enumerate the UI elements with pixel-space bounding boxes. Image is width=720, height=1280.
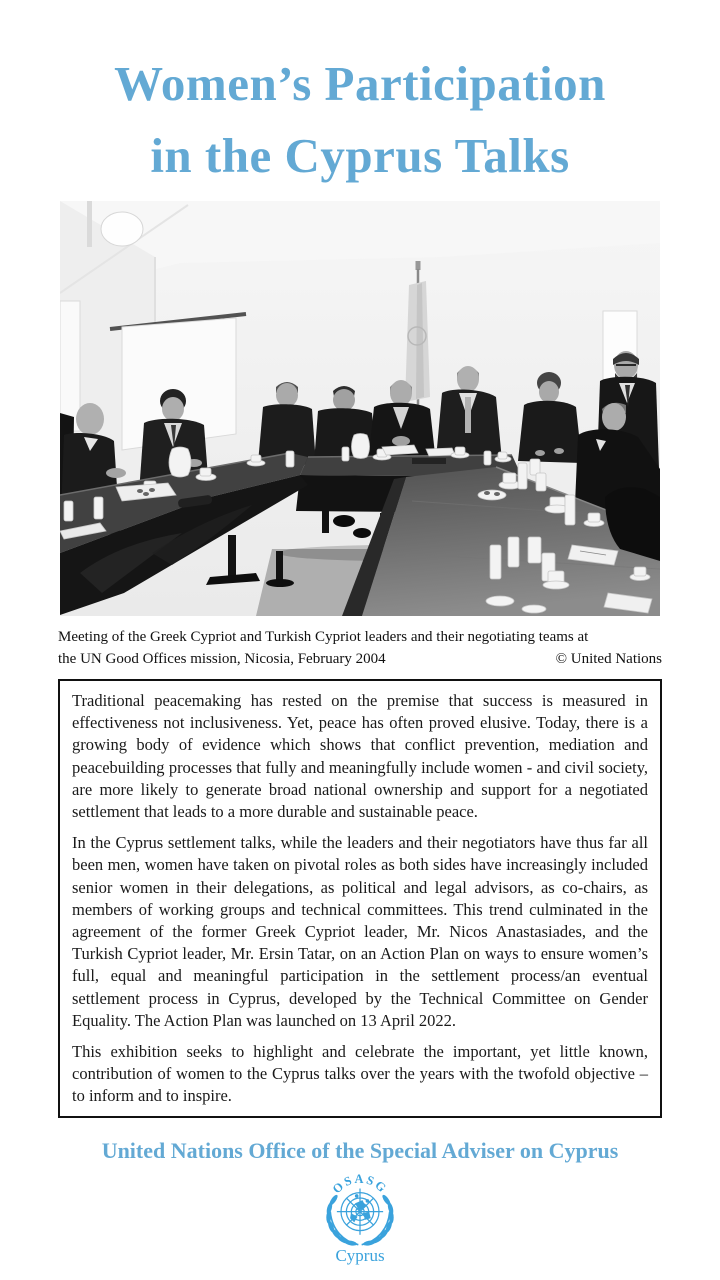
title-line-2: in the Cyprus Talks <box>150 128 570 183</box>
footer-heading: United Nations Office of the Special Adviser on Cyprus <box>101 1137 619 1163</box>
un-emblem-icon <box>317 1172 403 1248</box>
intro-text-box <box>58 679 662 1118</box>
caption-line-2: the UN Good Offices mission, Nicosia, February 2004 <box>58 651 386 667</box>
meeting-photo <box>60 201 660 616</box>
intro-paragraph-3: This exhibition seeks to highlight and celebrate the important, yet little known, contribution of women to the Cyprus talks over the years with the twofold objective – to inform and to inspire. <box>72 1042 648 1106</box>
photo-credit: © United Nations <box>555 651 662 667</box>
page-title <box>0 0 720 192</box>
title-line-1: Women’s Participation <box>114 56 606 111</box>
meeting-photo-image <box>60 201 660 616</box>
intro-paragraph-2: In the Cyprus settlement talks, while the leaders and their negotiators have thus far all been men, women have taken on pivotal roles as both sides have increasingly included senior women in their delegations, as political and legal advisors, as co-chairs, as members of working groups and technical committees. This trend culminated in the agreement of the former Greek Cypriot leader, Mr. Nicos Anastasiades, and the Turkish Cypriot leader, Mr. Ersin Tatar, on an Action Plan on ways to ensure women’s full, equal and meaningful participation in the settlement process/an eventual settlement process in Cyprus, developed by the Technical Committee on Gender Equality. The Action Plan was launched on 13 April 2022. <box>72 833 648 1030</box>
content-column <box>58 201 662 1118</box>
photo-caption <box>58 626 662 670</box>
logo-cyprus-text: Cyprus <box>335 1245 385 1265</box>
logo-osasg-text: OSASG <box>329 1171 391 1196</box>
osasg-logo <box>0 1172 720 1266</box>
intro-paragraph-1: Traditional peacemaking has rested on the premise that success is measured in effectiveness not inclusiveness. Yet, peace has often proved elusive. Today, there is a growing body of evidence which shows that conflict prevention, mediation and peacebuilding processes that fully and meaningfully include women - and civil society, are more likely to generate broad national ownership and support for a negotiated settlement that leads to a more durable and sustainable peace. <box>72 691 648 822</box>
caption-line-1: Meeting of the Greek Cypriot and Turkish Cypriot leaders and their negotiating teams at <box>58 629 589 645</box>
